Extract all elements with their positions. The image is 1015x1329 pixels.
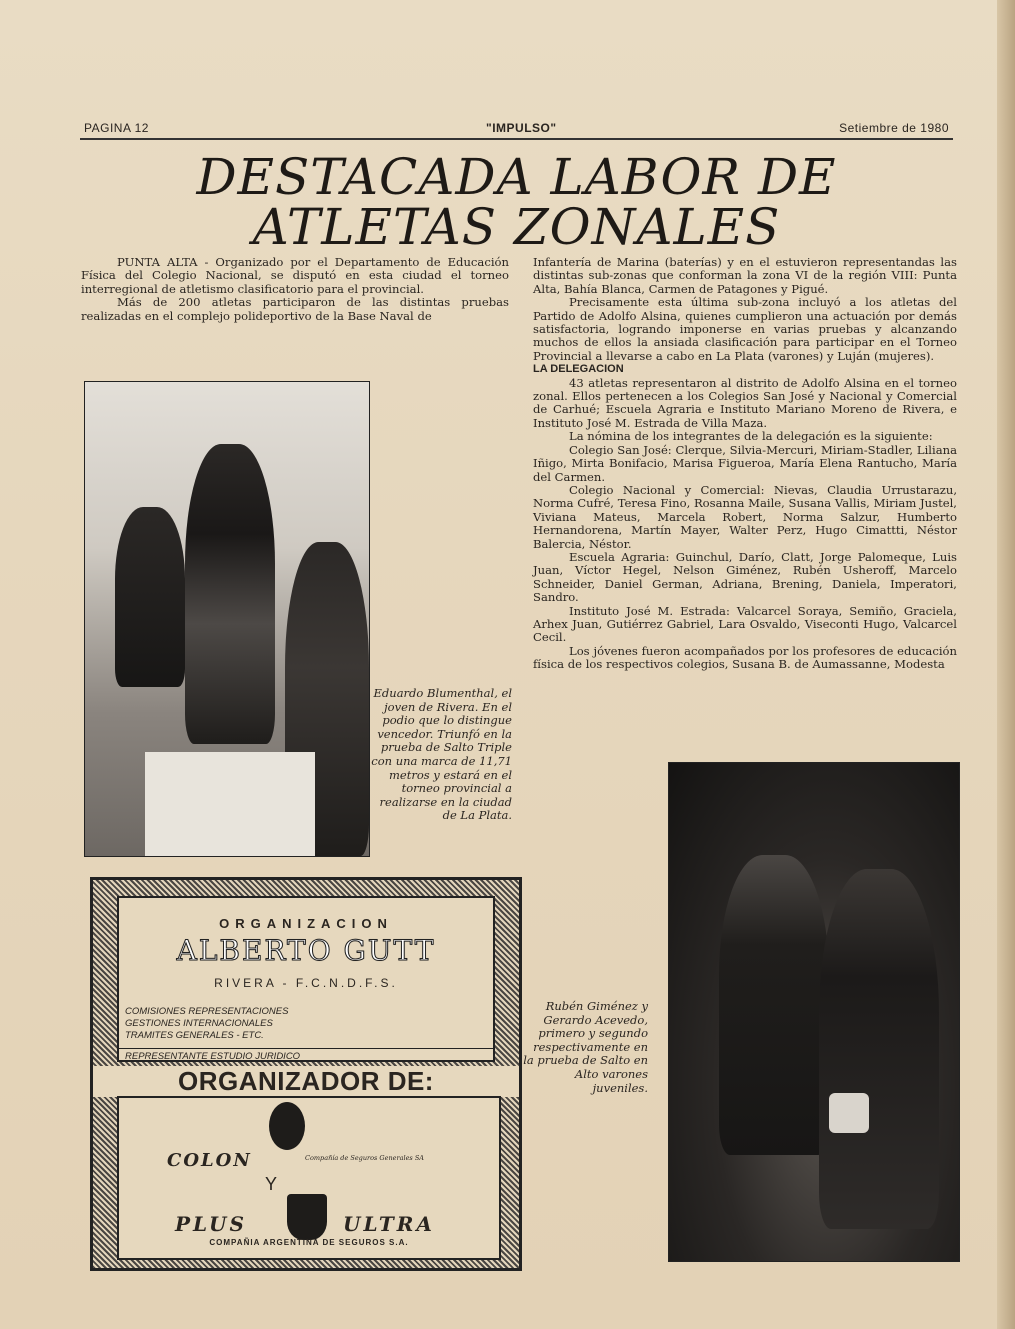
sponsor-colon-subtitle: Compañía de Seguros Generales SA — [305, 1154, 424, 1162]
advertisement — [90, 877, 522, 1271]
article-paragraph: 43 atletas representaron al distrito de Adolfo Alsina en el torneo zonal. Ellos pertenecen a los Colegios San José y Nacional y Comercial de Carhué; Escuela Agraria e Instituto Mariano Moreno de Rivera, e Instituto José M. Estrada de Villa Maza. — [533, 375, 957, 430]
sponsor-ultra: ULTRA — [343, 1212, 435, 1236]
headline-line-2: ATLETAS ZONALES — [252, 198, 781, 256]
ad-title: ORGANIZACION — [219, 916, 393, 931]
ad-service-line: GESTIONES INTERNACIONALES — [125, 1018, 273, 1029]
headline-line-1: DESTACADA LABOR DE — [196, 148, 837, 206]
sponsor-colon: COLON — [167, 1150, 252, 1171]
podium-photo — [84, 381, 370, 857]
ad-company-name: ALBERTO GUTT — [176, 934, 436, 967]
article-paragraph: Los jóvenes fueron acompañados por los profesores de educación física de los respectivos colegios, Susana B. de Aumassanne, Modesta — [533, 643, 957, 672]
header-rule — [80, 138, 953, 140]
article-paragraph: Colegio San José: Clerque, Silvia-Mercuri, Miriam-Stadler, Liliana Iñigo, Mirta Bonifacio, Marisa Figueroa, María Elena Rantucho, María del Carmen. — [533, 442, 957, 484]
article-paragraph: Precisamente esta última sub-zona incluyó a los atletas del Partido de Adolfo Alsina, quienes cumplieron una actuación por demás satisfactoria, logrando imponerse en varias pruebas y alcanzando muchos de ellos la ansiada clasificación para participar en el Torneo Provincial a llevarse a cabo en La Plata (varones) y Luján (mujeres). — [533, 295, 957, 363]
athlete-figure — [719, 855, 829, 1155]
athlete-figure — [115, 507, 185, 687]
ad-organizacion-box — [117, 896, 495, 1062]
newspaper-name: "IMPULSO" — [486, 121, 557, 135]
section-heading: LA DELEGACION — [533, 363, 624, 376]
article-col-2 — [533, 256, 957, 672]
article-paragraph: Instituto José M. Estrada: Valcarcel Soraya, Semiño, Graciela, Arhex Juan, Gutiérrez Gabriel, Lara Osvaldo, Viseconti Hugo, Valcarcel Cecil. — [533, 603, 957, 645]
certificate — [829, 1093, 869, 1133]
ad-subtitle: RIVERA - F.C.N.D.F.S. — [214, 976, 398, 990]
colon-emblem-icon — [269, 1102, 305, 1150]
article-col-1 — [81, 256, 509, 323]
ad-service-line: TRAMITES GENERALES - ETC. — [125, 1030, 264, 1041]
article-paragraph: Escuela Agraria: Guinchul, Darío, Clatt, Jorge Palomeque, Luis Juan, Víctor Hegel, Nelson Giménez, Rubén Usheroff, Marcelo Schneider, Daniel German, Adriana, Brening, Daniela, Imperatori, Sandro. — [533, 549, 957, 605]
athlete-figure — [819, 869, 939, 1229]
ad-legal-line: REPRESENTANTE ESTUDIO JURIDICO — [119, 1048, 493, 1064]
page-number: PAGINA 12 — [84, 121, 149, 135]
sponsor-joiner: Y — [265, 1174, 278, 1194]
athlete-figure — [185, 444, 275, 744]
article-paragraph: La nómina de los integrantes de la delegación es la siguiente: — [569, 429, 933, 444]
page-edge — [997, 0, 1015, 1329]
plus-ultra-shield-icon — [287, 1194, 327, 1240]
photo-caption-1: Eduardo Blumenthal, el joven de Rivera. En el podio que lo distingue vencedor. Triunfó en la prueba de Salto Triple con una marca de 11,71 metros y estará en el torneo provincial a realizarse en la ciudad de La Plata. — [371, 686, 512, 823]
high-jump-winners-photo — [668, 762, 960, 1262]
article-paragraph: Colegio Nacional y Comercial: Nievas, Claudia Urrustarazu, Norma Cufré, Teresa Fino, Rosanna Maile, Susana Vallis, Miriam Justel, Viviana Mateus, Marcela Robert, Norma Salzur, Humberto Hernandorena, Martín Mayer, Walter Perz, Hugo Cimattti, Néstor Balercia, Néstor. — [533, 482, 957, 551]
ad-services — [125, 1006, 288, 1042]
sponsor-plus: PLUS — [175, 1212, 247, 1236]
article-paragraph: PUNTA ALTA - Organizado por el Departamento de Educación Física del Colegio Nacional, se disputó en esta ciudad el torneo interregional de atletismo clasificatorio para el provincial. — [81, 255, 509, 296]
ad-service-line: COMISIONES REPRESENTACIONES — [125, 1006, 289, 1017]
ad-sponsors-box — [117, 1096, 501, 1260]
ad-organizer-label: ORGANIZADOR DE: — [93, 1066, 519, 1097]
article-paragraph: Más de 200 atletas participaron de las distintas pruebas realizadas en el complejo polideportivo de la Base Naval de — [81, 295, 509, 323]
photo-caption-2: Rubén Giménez y Gerardo Acevedo, primero y segundo respectivamente en la prueba de Salto en Alto varones juveniles. — [523, 999, 648, 1095]
podium — [145, 752, 315, 856]
article-paragraph: Infantería de Marina (baterías) y en el estuvieron representandas las distintas sub-zonas que conforman la zona VI de la región VIII: Punta Alta, Bahía Blanca, Carmen de Patagones y Pigué. — [533, 255, 957, 296]
issue-date: Setiembre de 1980 — [839, 121, 949, 135]
sponsor-plus-ultra-subtitle: COMPAÑIA ARGENTINA DE SEGUROS S.A. — [209, 1238, 409, 1247]
